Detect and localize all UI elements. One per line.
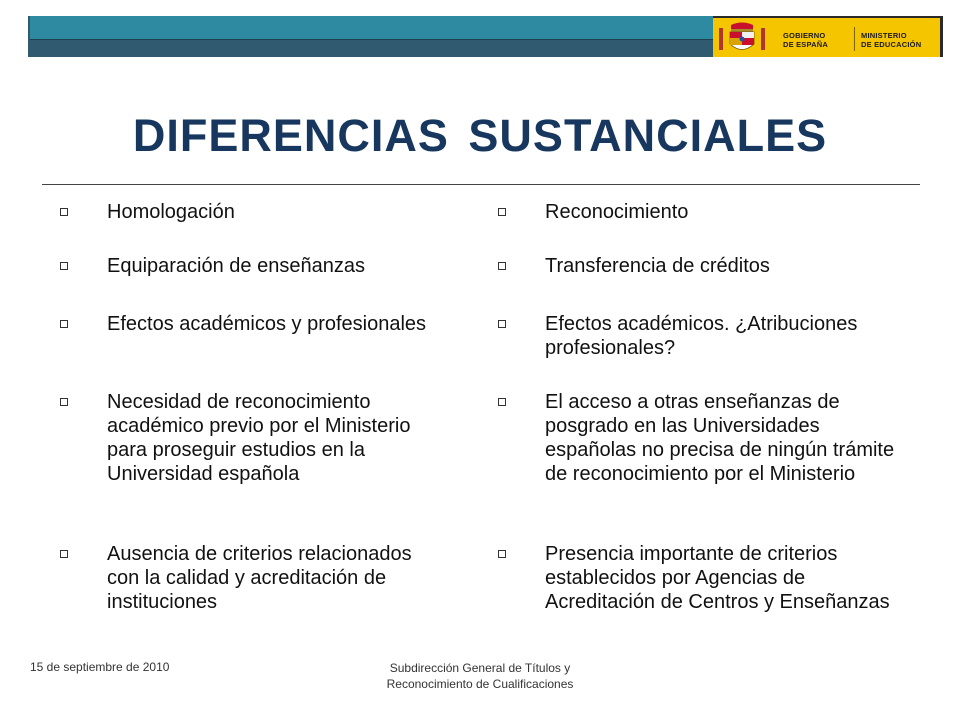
title-underline	[42, 184, 920, 185]
list-item-text: Equiparación de enseñanzas	[107, 255, 365, 277]
list-item-text: Reconocimiento	[545, 201, 689, 223]
logo-gobierno-text	[783, 31, 828, 49]
bullet-icon	[60, 398, 68, 406]
logo-right-edge	[940, 18, 943, 57]
footer-org-line1: Subdirección General de Títulos y	[389, 661, 571, 675]
footer-organization	[300, 660, 660, 692]
coat-of-arms-icon	[717, 22, 767, 55]
logo-ministerio-line2: DE EDUCACIÓN	[861, 40, 922, 49]
bullet-icon	[60, 550, 68, 558]
logo-gobierno-line2: DE ESPAÑA	[783, 40, 829, 49]
logo-ministerio-text	[861, 31, 921, 49]
list-item-text: Presencia importante de criterios establecidos por Agencias de Acreditación de Centros y Enseñanzas	[545, 543, 890, 613]
footer-org-line2: Reconocimiento de Cualificaciones	[386, 677, 574, 691]
bullet-icon	[498, 208, 506, 216]
logo-divider	[854, 27, 855, 51]
slide-title: DIFERENCIAS SUSTANCIALES	[132, 110, 828, 161]
bullet-icon	[498, 320, 506, 328]
list-item-text: Homologación	[107, 201, 235, 223]
header-band-bottom	[30, 40, 713, 57]
bullet-icon	[498, 398, 506, 406]
bullet-icon	[498, 262, 506, 270]
list-item-text: Transferencia de créditos	[545, 255, 770, 277]
header-band-top	[30, 16, 713, 40]
logo-ministerio-line1: MINISTERIO	[861, 31, 907, 40]
bullet-icon	[60, 320, 68, 328]
list-item-text: Ausencia de criterios relacionados con la calidad y acreditación de instituciones	[107, 543, 412, 613]
ministry-logo	[713, 16, 943, 57]
bullet-icon	[60, 208, 68, 216]
header-band-divider	[30, 39, 713, 40]
list-item-text: Efectos académicos y profesionales	[107, 313, 427, 335]
bullet-icon	[498, 550, 506, 558]
list-item-text: Necesidad de reconocimiento académico previo por el Ministerio para proseguir estudios en la Universidad española	[107, 391, 411, 485]
header-band-edge	[28, 16, 30, 57]
footer-date: 15 de septiembre de 2010	[30, 660, 170, 674]
logo-gobierno-line1: GOBIERNO	[783, 31, 826, 40]
bullet-icon	[60, 262, 68, 270]
list-item-text: El acceso a otras enseñanzas de posgrado en las Universidades españolas no precisa de ningún trámite de reconocimiento por el Ministerio	[545, 391, 895, 485]
list-item-text: Efectos académicos. ¿Atribuciones profesionales?	[545, 313, 858, 359]
